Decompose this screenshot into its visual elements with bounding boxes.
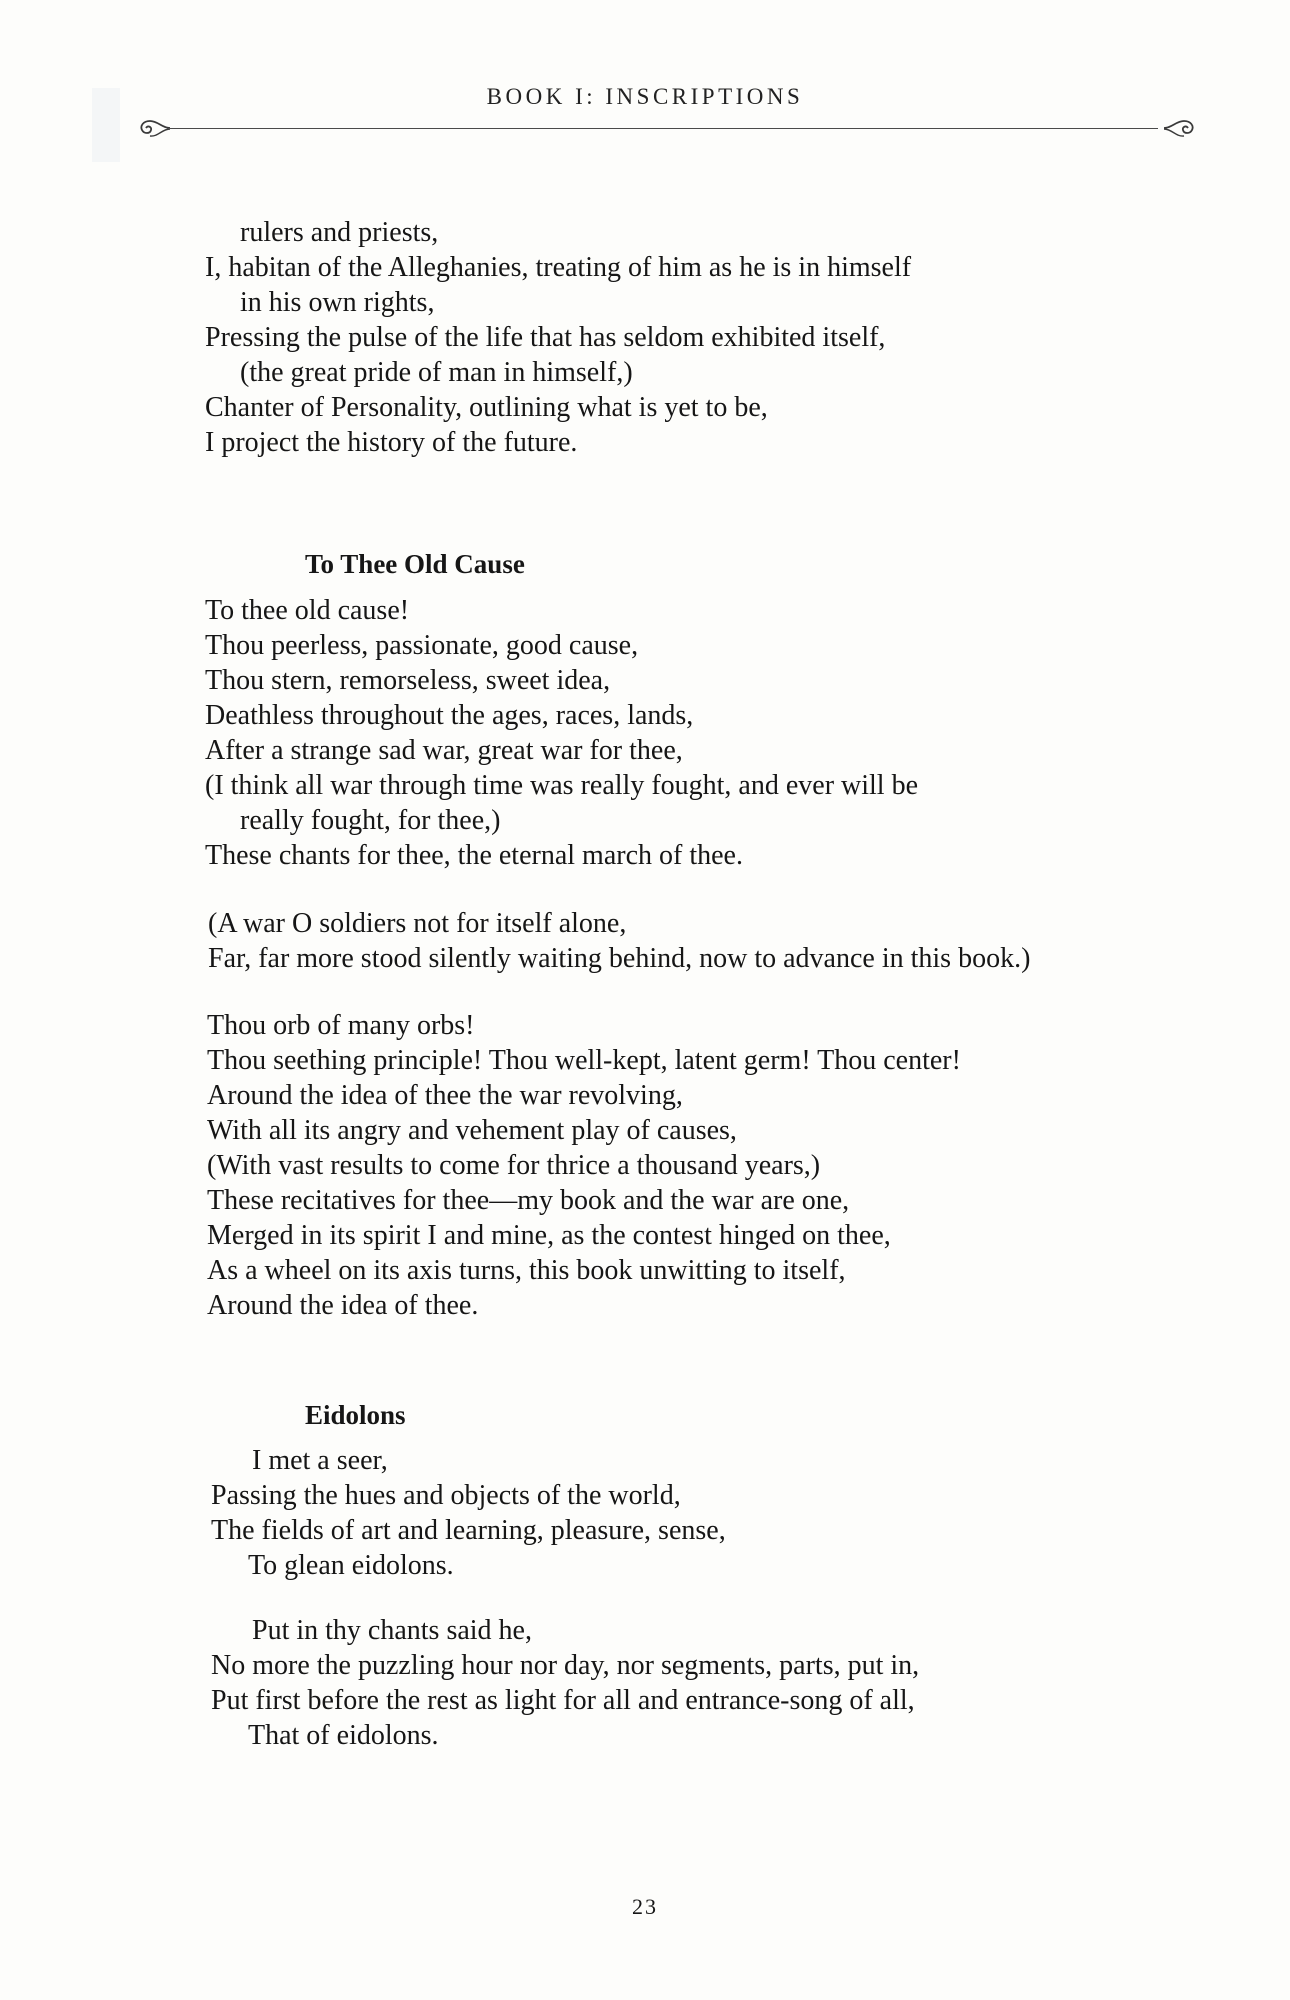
verse-line: Thou peerless, passionate, good cause, xyxy=(205,630,639,661)
verse-line: Chanter of Personality, outlining what is yet to be, xyxy=(205,392,768,423)
verse-line: The fields of art and learning, pleasure, sense, xyxy=(211,1515,726,1546)
verse-line: Pressing the pulse of the life that has seldom exhibited itself, xyxy=(205,322,886,353)
verse-line: Thou orb of many orbs! xyxy=(207,1010,475,1041)
verse-line: Thou seething principle! Thou well-kept, latent germ! Thou center! xyxy=(207,1045,961,1076)
verse-line: That of eidolons. xyxy=(248,1720,439,1751)
verse-line: I met a seer, xyxy=(252,1445,388,1476)
verse-line: (the great pride of man in himself,) xyxy=(240,357,633,388)
scroll-ornament-left-icon xyxy=(136,113,172,143)
verse-line: Put first before the rest as light for all and entrance-song of all, xyxy=(211,1685,915,1716)
verse-line: I project the history of the future. xyxy=(205,427,578,458)
verse-line: in his own rights, xyxy=(240,287,435,318)
verse-line: Around the idea of thee. xyxy=(207,1290,479,1321)
verse-line: Deathless throughout the ages, races, lands, xyxy=(205,700,694,731)
scroll-ornament-right-icon xyxy=(1162,113,1198,143)
poem-title: Eidolons xyxy=(305,1400,406,1430)
verse-line: Merged in its spirit I and mine, as the contest hinged on thee, xyxy=(207,1220,891,1251)
verse-line: As a wheel on its axis turns, this book unwitting to itself, xyxy=(207,1255,846,1286)
running-head: BOOK I: INSCRIPTIONS xyxy=(486,84,804,109)
verse-line: Around the idea of thee the war revolving, xyxy=(207,1080,683,1111)
verse-line: No more the puzzling hour nor day, nor segments, parts, put in, xyxy=(211,1650,920,1681)
verse-line: To thee old cause! xyxy=(205,595,410,626)
verse-line: rulers and priests, xyxy=(240,217,439,248)
verse-line: These recitatives for thee—my book and the war are one, xyxy=(207,1185,850,1216)
verse-line: With all its angry and vehement play of causes, xyxy=(207,1115,737,1146)
verse-line: Far, far more stood silently waiting behind, now to advance in this book.) xyxy=(208,943,1031,974)
verse-line: Thou stern, remorseless, sweet idea, xyxy=(205,665,611,696)
page-number: 23 xyxy=(632,1894,658,1919)
verse-line: These chants for thee, the eternal march of thee. xyxy=(205,840,743,871)
verse-line: Passing the hues and objects of the world, xyxy=(211,1480,681,1511)
verse-line: Put in thy chants said he, xyxy=(252,1615,532,1646)
verse-line: (A war O soldiers not for itself alone, xyxy=(208,908,627,939)
verse-line: (With vast results to come for thrice a thousand years,) xyxy=(207,1150,821,1181)
verse-line: (I think all war through time was really fought, and ever will be xyxy=(205,770,919,801)
verse-line: really fought, for thee,) xyxy=(240,805,501,836)
verse-line: After a strange sad war, great war for thee, xyxy=(205,735,683,766)
verse-line: To glean eidolons. xyxy=(248,1550,454,1581)
verse-line: I, habitan of the Alleghanies, treating of him as he is in himself xyxy=(205,252,912,283)
poem-title: To Thee Old Cause xyxy=(305,549,525,579)
header-rule xyxy=(168,128,1158,129)
